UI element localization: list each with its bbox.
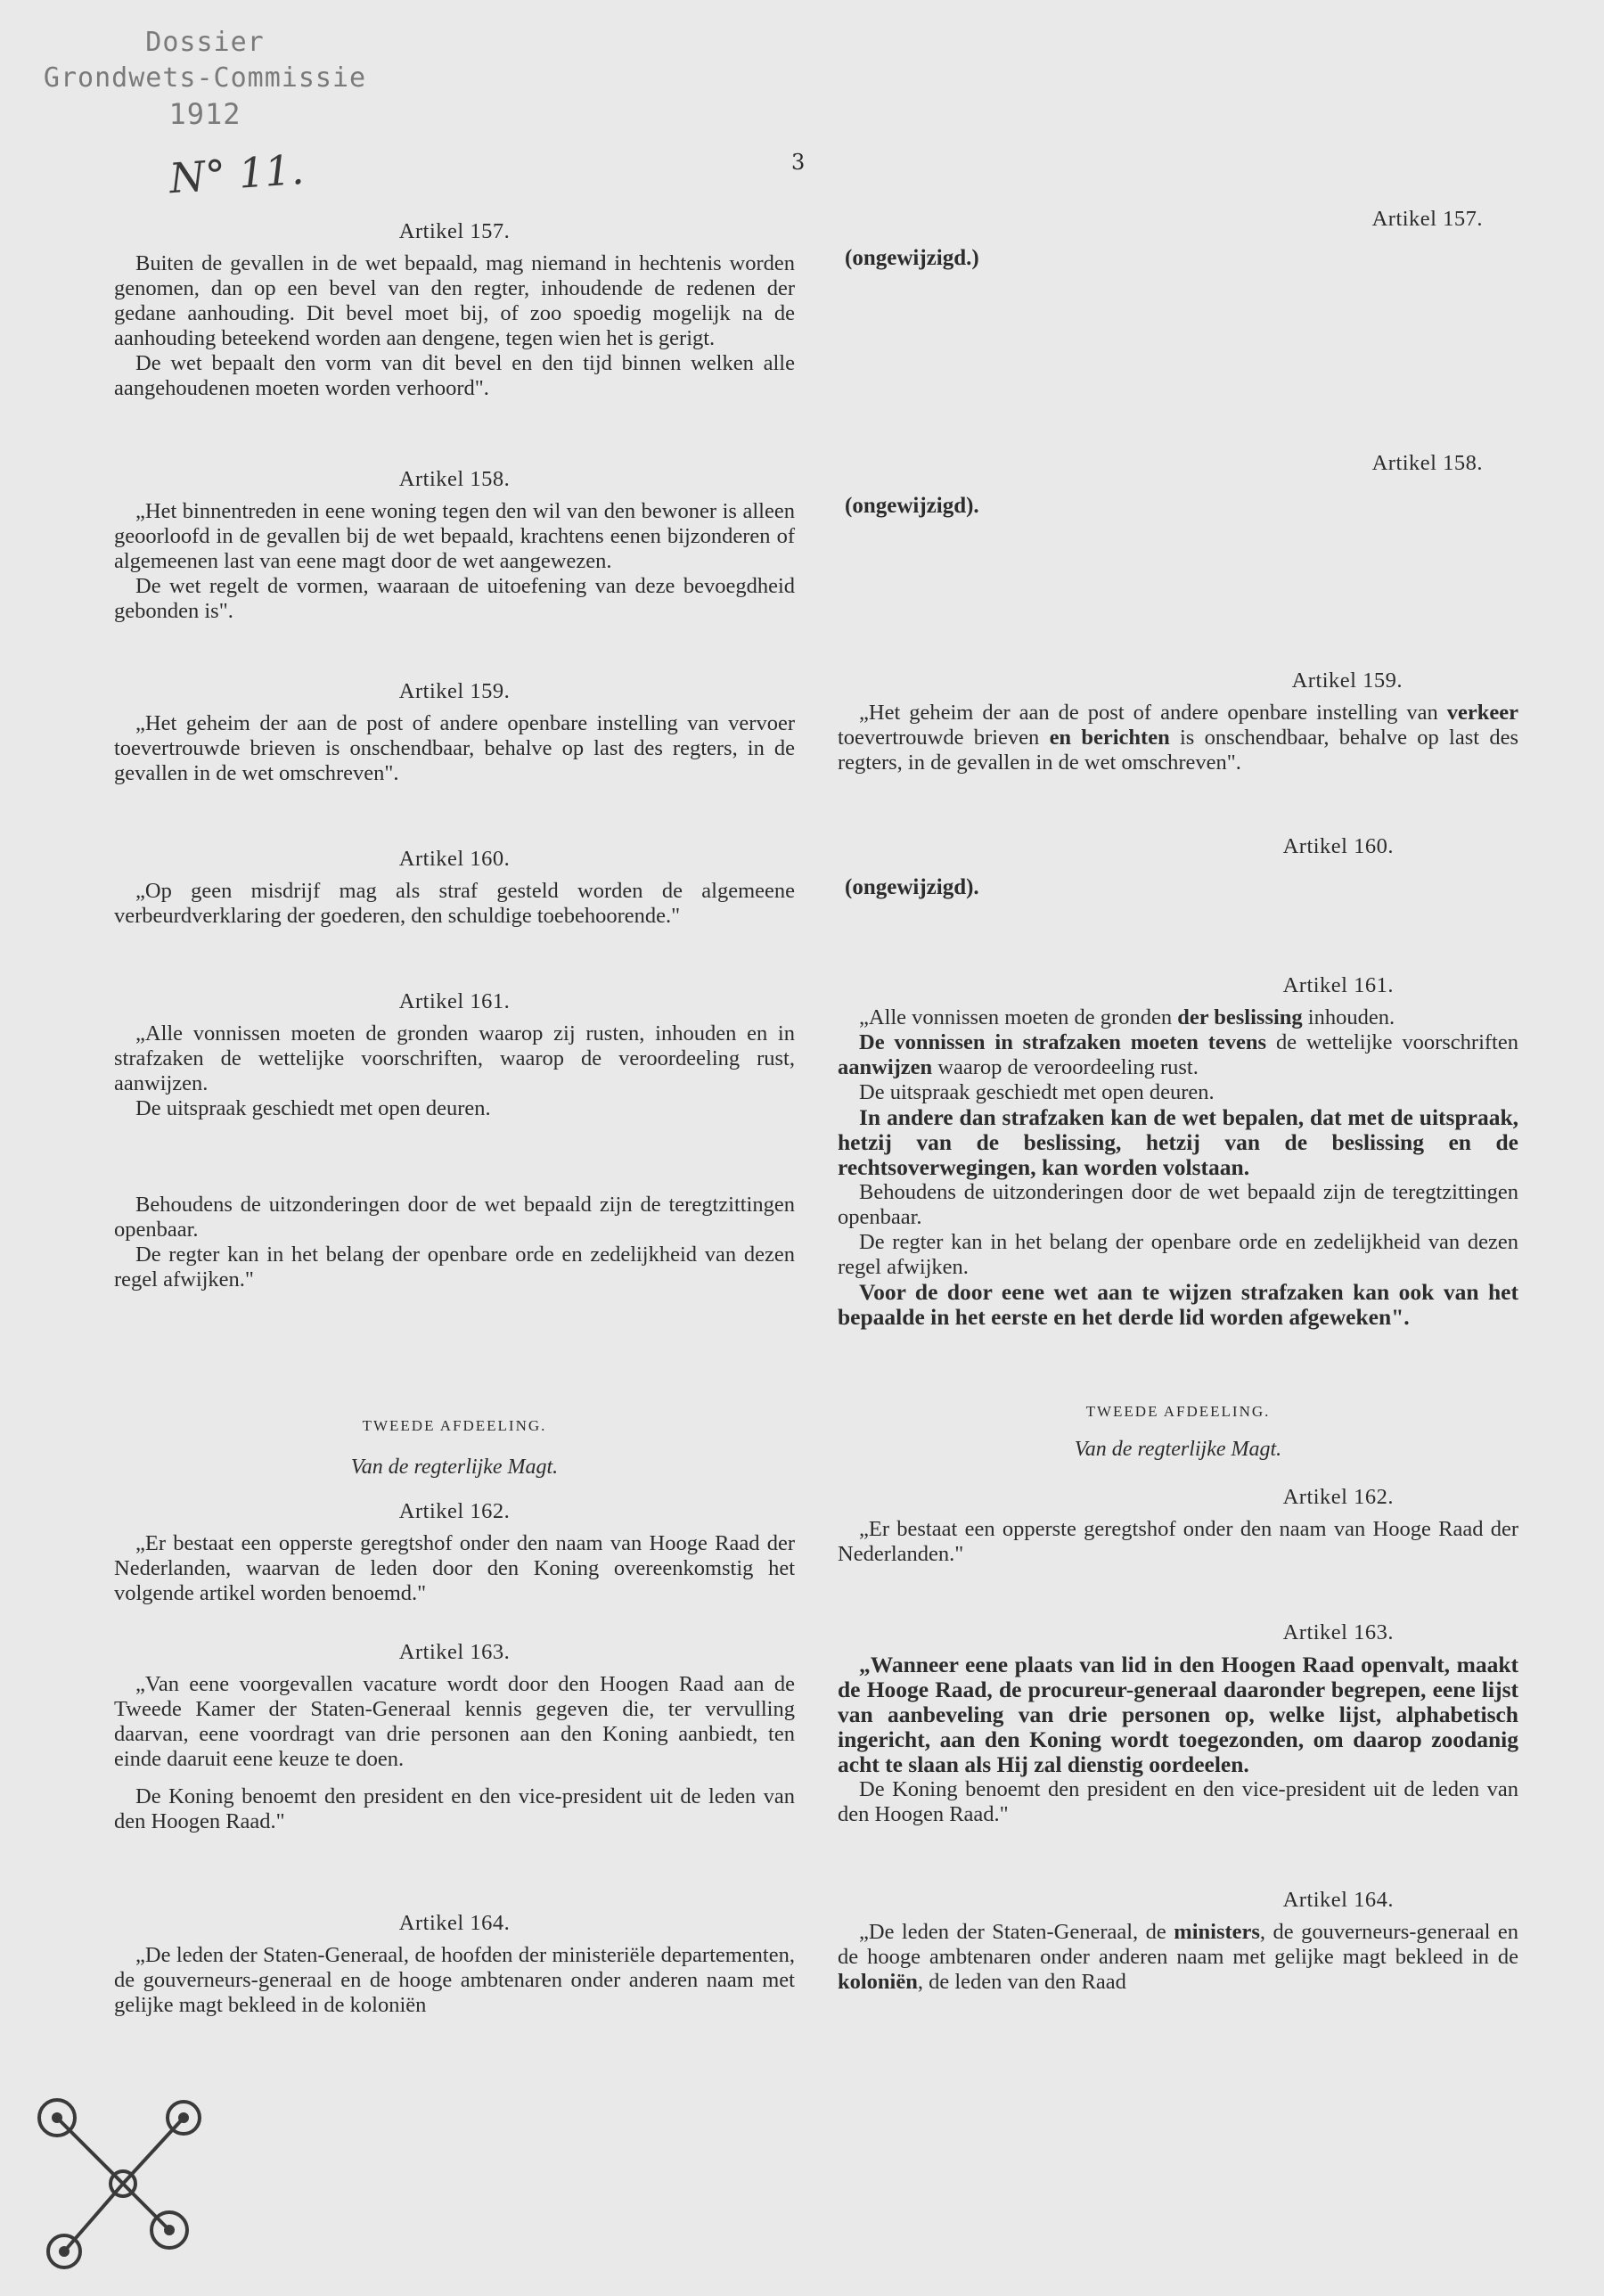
text-run: waarop de veroordeeling rust.: [932, 1055, 1199, 1079]
article-paragraph: De wet regelt de vormen, waaraan de uitoefening van deze bevoegdheid gebonden is".: [114, 574, 795, 623]
article-paragraph: „Op geen misdrijf mag als straf gesteld worden de algemeene verbeurdverklaring der goederen, den schuldige toebehoorende.": [114, 879, 795, 928]
left-article-157: [114, 219, 795, 401]
amended-text: verkeer: [1446, 701, 1518, 725]
article-title: Artikel 161.: [398, 989, 511, 1013]
article-title: Artikel 158.: [398, 467, 511, 491]
text-run: „Alle vonnissen moeten de gronden: [859, 1005, 1178, 1029]
amended-text: aanwijzen: [838, 1055, 933, 1079]
stamp-line-commission: Grondwets-Commissie: [43, 62, 367, 94]
article-paragraph: „Van eene voorgevallen vacature wordt door den Hoogen Raad aan de Tweede Kamer der Staten-Generaal kennis gegeven die, ter vervulling daarvan, eene voordragt van drie personen aan den Koning aanbiedt, ten einde daaruit eene keuze te doen.: [114, 1672, 795, 1771]
article-title: Artikel 157.: [1371, 207, 1483, 231]
handwritten-note: N° 11.: [168, 144, 306, 203]
text-run: de wettelijke voorschriften: [1266, 1030, 1518, 1054]
section-subheading: Van de regterlijke Magt.: [1074, 1438, 1282, 1461]
unchanged-note: (ongewijzigd.): [845, 246, 979, 270]
article-title: Artikel 157.: [398, 219, 511, 243]
article-paragraph: [838, 1920, 1518, 1995]
left-article-159: [114, 679, 795, 786]
article-paragraph: „Er bestaat een opperste geregtshof onder den naam van Hooge Raad der Nederlanden, waarvan de leden door den Koning overeenkomstig het volgende artikel worden benoemd.": [114, 1531, 795, 1605]
amended-paragraph: Voor de door eene wet aan te wijzen strafzaken kan ook van het bepaalde in het eerste en het derde lid worden afgeweken".: [838, 1279, 1518, 1330]
amended-paragraph: „Wanneer eene plaats van lid in den Hoogen Raad openvalt, maakt de Hooge Raad, de procureur-generaal daaronder begrepen, eene lijst van aanbeveling van drie personen op, welke lijst, alphabetisch ingericht, aan den Koning wordt toegezonden, om daarop zoodanig acht te slaan als Hij zal dienstig oordeelen.: [838, 1652, 1518, 1777]
archive-stamp: [0, 25, 410, 132]
text-run: is onschendbaar, behalve op last des regters, in de gevallen in de wet omschreven".: [838, 726, 1518, 775]
right-article-162: [838, 1485, 1518, 1567]
article-paragraph: [838, 701, 1518, 775]
article-paragraph: „De leden der Staten-Generaal, de hoofden der ministeriële departementen, de gouverneurs-generaal en de hooge ambtenaren onder anderen naam met gelijke magt bekleed in de koloniën: [114, 1943, 795, 2017]
binding-holes-mark-icon: [18, 2077, 223, 2273]
right-article-158: [838, 451, 1518, 483]
amended-text: ministers: [1174, 1920, 1260, 1944]
amended-text: De vonnissen in strafzaken moeten tevens: [859, 1030, 1267, 1054]
stamp-line-dossier: Dossier: [145, 27, 265, 58]
article-paragraph: [838, 1005, 1518, 1030]
article-paragraph: Buiten de gevallen in de wet bepaald, mag niemand in hechtenis worden genomen, dan op een bevel van den regter, inhoudende de redenen der gedane aanhouding. Dit bevel moet bij, of zoo spoedig mogelijk na de aanhouding beteekend worden aan dengene, tegen wien het is gerigt.: [114, 251, 795, 350]
left-article-162: [114, 1499, 795, 1606]
article-paragraph: De Koning benoemt den president en den vice-president uit de leden van den Hoogen Raad.": [838, 1777, 1518, 1826]
article-paragraph: Behoudens de uitzonderingen door de wet bepaald zijn de teregtzittingen openbaar.: [838, 1180, 1518, 1229]
right-article-159: [838, 668, 1518, 775]
article-title: Artikel 159.: [1291, 668, 1403, 693]
article-paragraph: „Het geheim der aan de post of andere openbare instelling van vervoer toevertrouwde brieven is onschendbaar, behalve op last des regters, in de gevallen in de wet omschreven".: [114, 711, 795, 785]
article-paragraph: „Er bestaat een opperste geregtshof onder den naam van Hooge Raad der Nederlanden.": [838, 1517, 1518, 1566]
article-title: Artikel 159.: [398, 679, 511, 703]
page-number: 3: [791, 150, 806, 175]
article-title: Artikel 163.: [398, 1640, 511, 1664]
unchanged-note: (ongewijzigd).: [845, 875, 979, 899]
amended-text: en berichten: [1049, 726, 1170, 750]
left-article-158: [114, 467, 795, 624]
amended-paragraph: In andere dan strafzaken kan de wet bepalen, dat met de uitspraak, hetzij van de beslissing, hetzij van de beslissing en de rechtsoverwegingen, kan worden volstaan.: [838, 1104, 1518, 1180]
right-article-163: [838, 1620, 1518, 1827]
article-paragraph: De regter kan in het belang der openbare orde en zedelijkheid van dezen regel afwijken.: [838, 1230, 1518, 1279]
article-title: Artikel 164.: [398, 1911, 511, 1935]
article-paragraph: „Alle vonnissen moeten de gronden waarop zij rusten, inhouden en in strafzaken de wettelijke voorschriften, waarop de veroordeeling rust, aanwijzen.: [114, 1021, 795, 1095]
article-paragraph: De wet bepaalt den vorm van dit bevel en den tijd binnen welken alle aangehoudenen moeten worden verhoord".: [114, 351, 795, 400]
article-paragraph: De regter kan in het belang der openbare orde en zedelijkheid van dezen regel afwijken.": [114, 1242, 795, 1292]
article-paragraph: Behoudens de uitzonderingen door de wet bepaald zijn de teregtzittingen openbaar.: [114, 1193, 795, 1242]
article-paragraph: [838, 1030, 1518, 1080]
section-subheading: Van de regterlijke Magt.: [350, 1456, 559, 1479]
article-title: Artikel 162.: [1282, 1485, 1394, 1509]
text-run: , de leden van den Raad: [917, 1970, 1126, 1994]
right-article-160: [838, 834, 1518, 866]
unchanged-note: (ongewijzigd).: [845, 494, 979, 518]
left-article-163: [114, 1640, 795, 1834]
left-article-161: [114, 989, 795, 1292]
text-run: inhouden.: [1302, 1005, 1395, 1029]
text-run: , de gouverneurs-generaal en de hooge ambtenaren onder anderen naam met gelijke magt bekleed in de: [838, 1920, 1518, 1969]
article-paragraph: De uitspraak geschiedt met open deuren.: [135, 1096, 491, 1120]
right-article-164: [838, 1888, 1518, 1995]
article-title: Artikel 158.: [1371, 451, 1483, 475]
left-article-160: [114, 847, 795, 929]
article-paragraph: De uitspraak geschiedt met open deuren.: [859, 1080, 1215, 1104]
text-run: toevertrouwde brieven: [838, 726, 1050, 750]
article-title: Artikel 164.: [1282, 1888, 1394, 1912]
stamp-line-year: 1912: [168, 97, 241, 131]
amended-text: koloniën: [838, 1970, 918, 1994]
article-title: Artikel 160.: [1282, 834, 1394, 858]
left-article-164: [114, 1911, 795, 2018]
article-paragraph: „Het binnentreden in eene woning tegen den wil van den bewoner is alleen geoorloofd in de gevallen bij de wet bepaald, krachtens eenen bijzonderen of algemeenen last van eene magt door de wet aangewezen.: [114, 499, 795, 573]
text-run: „De leden der Staten-Generaal, de: [859, 1920, 1174, 1944]
right-article-157: [838, 207, 1518, 239]
amended-text: der beslissing: [1177, 1005, 1303, 1029]
section-heading: TWEEDE AFDEELING.: [362, 1417, 547, 1434]
right-article-161: [838, 973, 1518, 1330]
article-title: Artikel 162.: [398, 1499, 511, 1523]
section-heading: TWEEDE AFDEELING.: [1085, 1403, 1271, 1420]
article-title: Artikel 163.: [1282, 1620, 1394, 1644]
article-title: Artikel 161.: [1282, 973, 1394, 997]
article-title: Artikel 160.: [398, 847, 511, 871]
text-run: „Het geheim der aan de post of andere openbare instelling van: [859, 701, 1447, 725]
article-paragraph: De Koning benoemt den president en den vice-president uit de leden van den Hoogen Raad.": [114, 1784, 795, 1833]
